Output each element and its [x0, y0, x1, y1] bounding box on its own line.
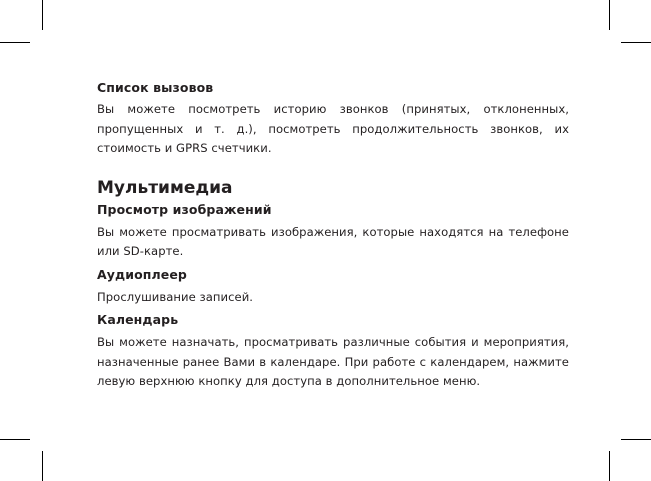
section-body-image-viewer: Вы можете просматривать изображения, которые находятся на телефоне или SD-карте.: [97, 224, 569, 258]
section-call-log: [97, 80, 569, 159]
crop-mark-top-left-horizontal: [0, 42, 30, 43]
section-heading-call-log: Список вызовов: [97, 80, 214, 95]
section-audio-player: [97, 267, 569, 308]
section-heading-audio-player: Аудиоплеер: [97, 266, 187, 282]
document-page: [97, 80, 569, 392]
section-body-calendar: Вы можете назначать, просматривать различные события и мероприятия, назначенные ранее Вами в календаре. При работе с календарем, нажмите левую верхнюю кнопку для доступа в дополнительное меню.: [97, 335, 569, 388]
section-calendar: [97, 312, 569, 392]
section-image-viewer: [97, 202, 569, 262]
crop-mark-bottom-right-horizontal: [621, 439, 651, 440]
crop-mark-bottom-left-vertical: [42, 451, 43, 481]
crop-mark-bottom-right-vertical: [609, 451, 610, 481]
chapter-title-multimedia: Мультимедиа: [97, 177, 233, 198]
crop-mark-top-right-horizontal: [621, 42, 651, 43]
section-body-call-log: Вы можете посмотреть историю звонков (принятых, отклоненных, пропущенных и т. д.), посмотреть продолжительность звонков, их стоимость и GPRS счетчики.: [97, 102, 569, 155]
section-heading-image-viewer: Просмотр изображений: [97, 201, 272, 217]
section-heading-calendar: Календарь: [97, 312, 179, 327]
crop-mark-top-right-vertical: [609, 0, 610, 30]
crop-mark-top-left-vertical: [42, 0, 43, 30]
section-body-audio-player: Прослушивание записей.: [97, 289, 254, 304]
crop-mark-bottom-left-horizontal: [0, 439, 30, 440]
